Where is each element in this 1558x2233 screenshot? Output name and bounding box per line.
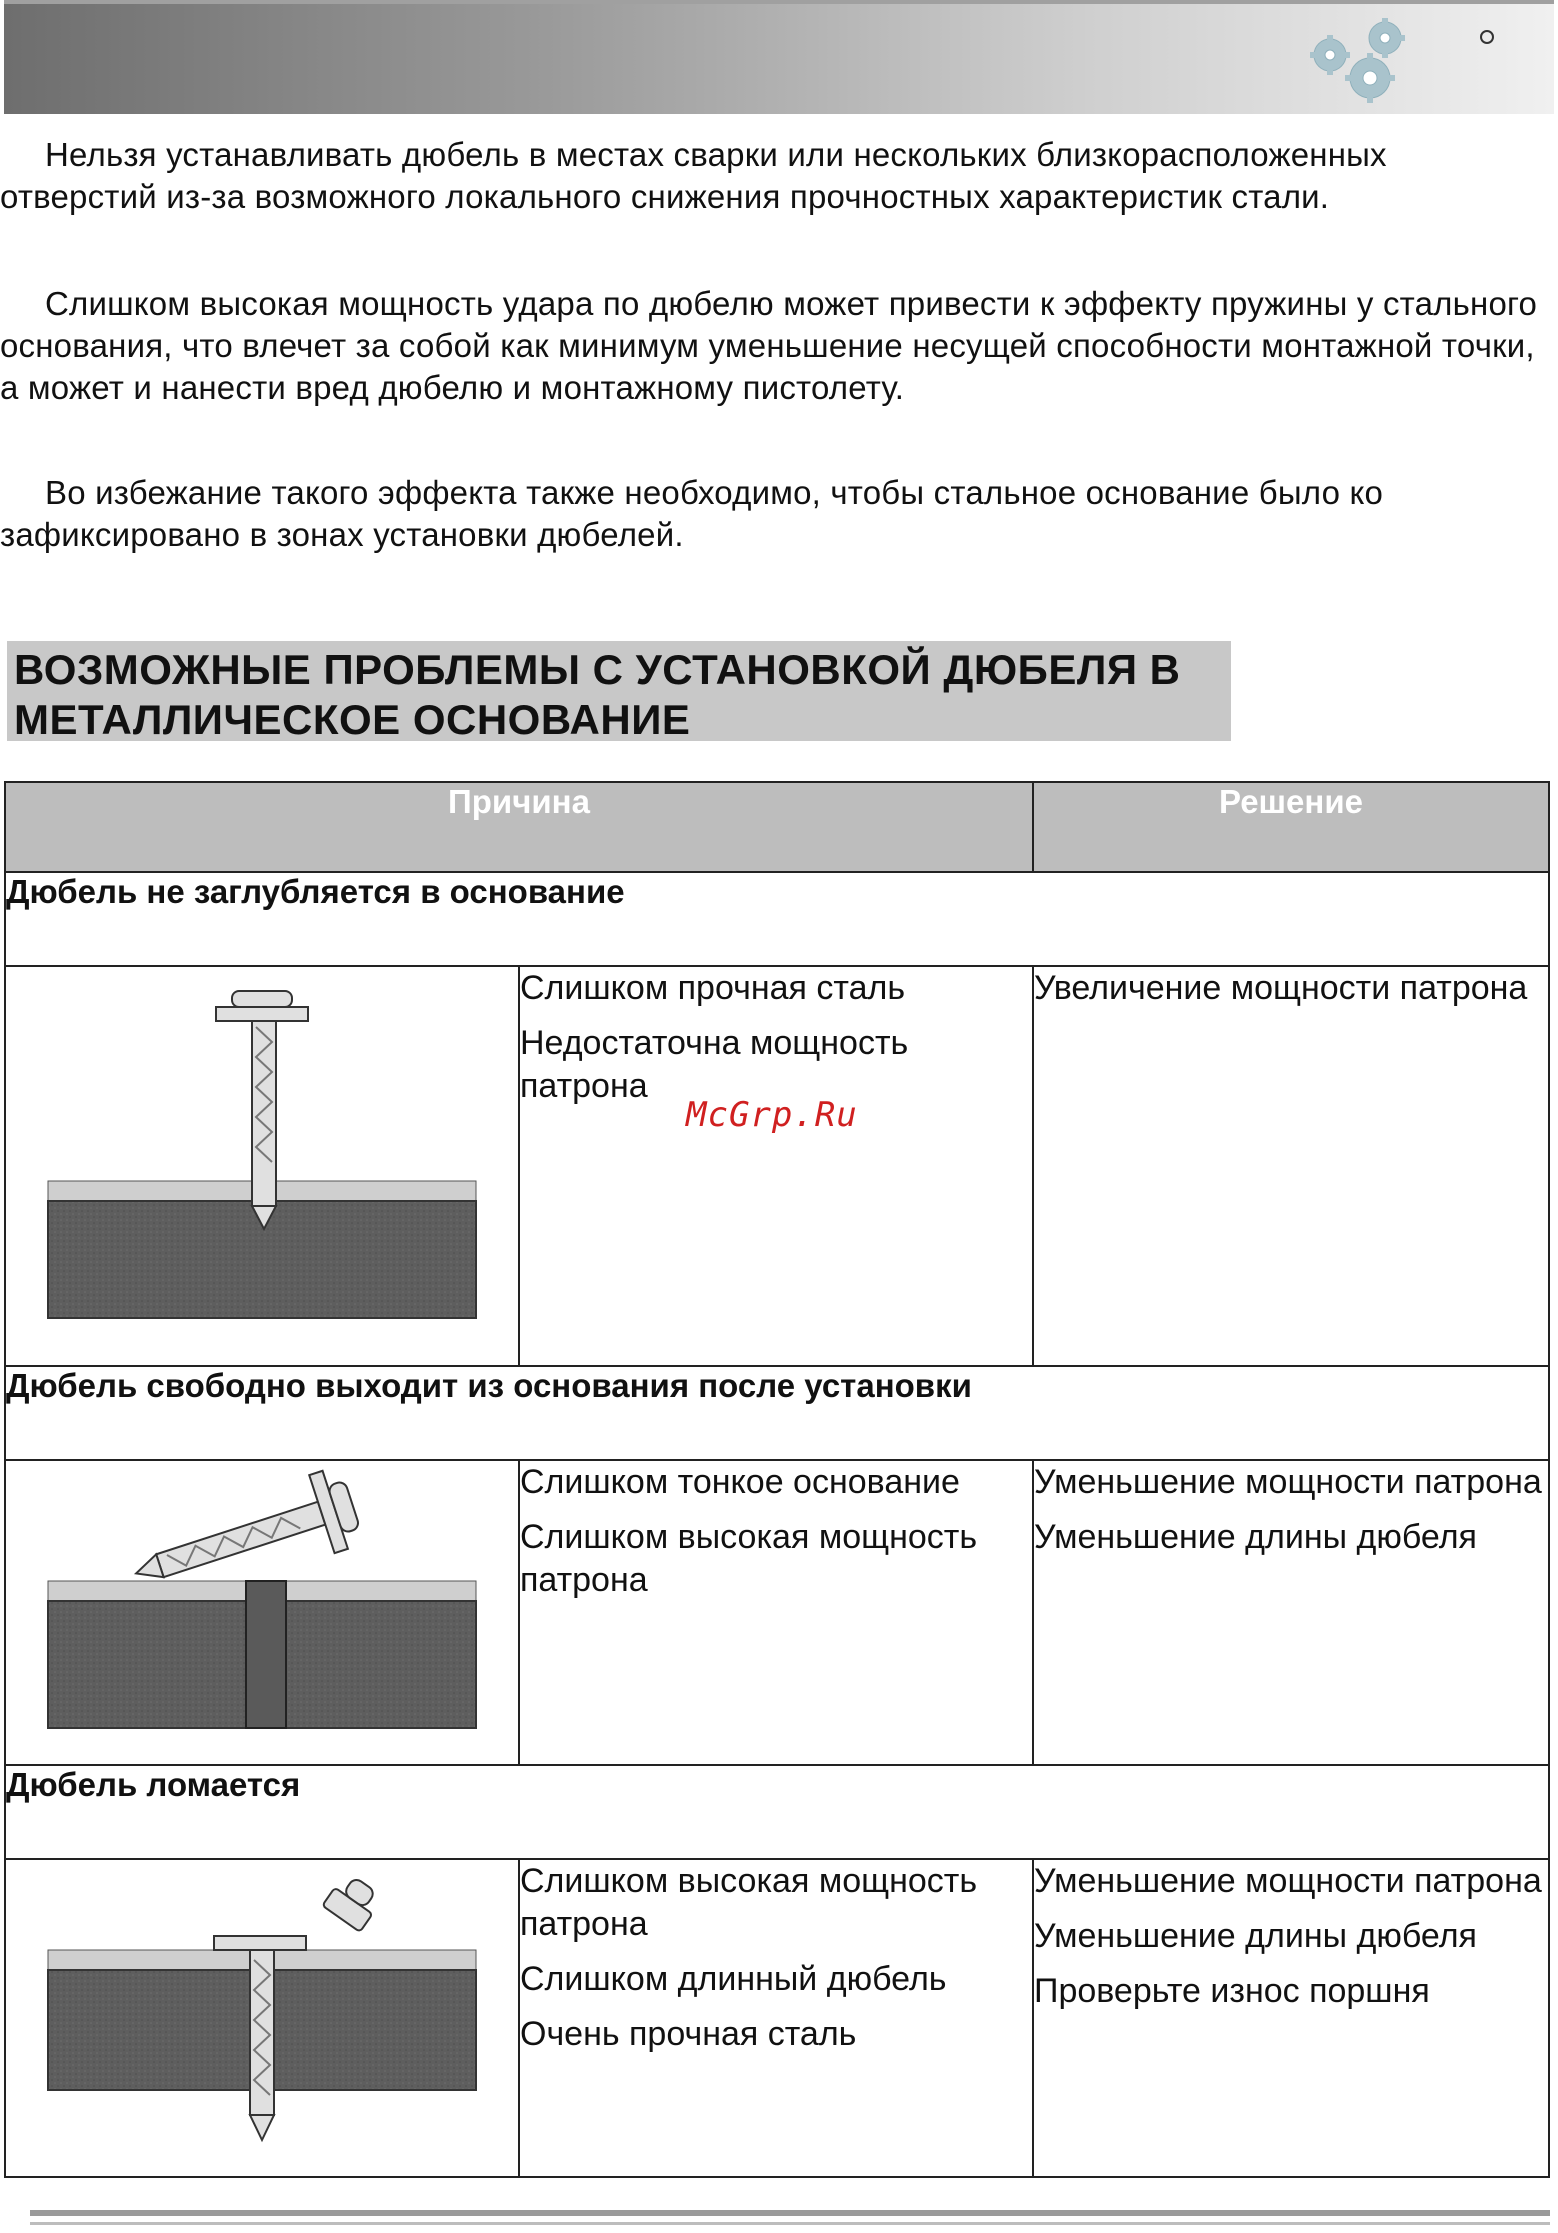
illustration-pulled-out [5,1460,519,1765]
solution-item: Увеличение мощности патрона [1034,969,1528,1007]
causes-cell [519,966,1033,1366]
header-cause: Причина [5,782,1033,872]
cause-item: Слишком высокая мощность патрона [520,1862,978,1943]
solution-item: Уменьшение длины дюбеля [1034,1917,1477,1955]
cause-item: Недостаточна мощность патрона [520,1024,909,1105]
table-row [5,966,1549,1366]
problems-table [4,781,1550,2178]
solution-item: Уменьшение длины дюбеля [1034,1518,1477,1556]
paragraph-3: Во избежание такого эффекта также необходимо, чтобы стальное основание было ко зафиксировано в зонах установки дюбелей. [0,474,1384,553]
problem-row [5,1366,1549,1460]
solution-item: Уменьшение мощности патрона [1034,1862,1542,1900]
dowel-broken-icon [6,1860,516,2176]
solutions-cell [1033,1460,1549,1765]
problem-title: Дюбель свободно выходит из основания после установки [5,1366,1549,1460]
cause-item: Слишком длинный дюбель [520,1960,947,1998]
cause-item: Очень прочная сталь [520,2015,857,2053]
watermark: McGrp.Ru [686,1095,858,1135]
solutions-cell [1033,966,1549,1366]
solution-item: Уменьшение мощности патрона [1034,1463,1542,1501]
table-row [5,1460,1549,1765]
causes-cell [519,1859,1033,2177]
footer-rule [30,2210,1550,2216]
paragraph-1: Нельзя устанавливать дюбель в местах сварки или нескольких близкорасположенных отверстий из-за возможного локального снижения прочностных характеристик стали. [0,136,1387,215]
dowel-not-penetrating-icon [6,967,516,1365]
paragraph-2: Слишком высокая мощность удара по дюбелю может привести к эффекту пружины у стального основания, что влечет за собой как минимум уменьшение несущей способности монтажной точки, а может и нанести вред дюбелю и монтажному пистолету. [0,285,1538,406]
illustration-not-penetrating [5,966,519,1366]
footer-rule-thin [30,2222,1550,2225]
table-row [5,1859,1549,2177]
solution-item: Проверьте износ поршня [1034,1972,1430,2010]
illustration-broken [5,1859,519,2177]
problem-row [5,1765,1549,1859]
cause-item: Слишком высокая мощность патрона [520,1518,978,1599]
dowel-pulled-out-icon [6,1461,516,1764]
table-header-row [5,782,1549,872]
causes-cell [519,1460,1033,1765]
section-title [7,641,1231,741]
cause-item: Слишком прочная сталь [520,969,906,1007]
problem-title: Дюбель не заглубляется в основание [5,872,1549,966]
header-solution: Решение [1033,782,1549,872]
solutions-cell [1033,1859,1549,2177]
section-title-text: ВОЗМОЖНЫЕ ПРОБЛЕМЫ С УСТАНОВКОЙ ДЮБЕЛЯ В МЕТАЛЛИЧЕСКОЕ ОСНОВАНИЕ [14,646,1181,743]
gears-icon [1300,10,1430,110]
cause-item: Слишком тонкое основание [520,1463,960,1501]
header-marker [1480,30,1494,44]
problem-title: Дюбель ломается [5,1765,1549,1859]
problem-row [5,872,1549,966]
